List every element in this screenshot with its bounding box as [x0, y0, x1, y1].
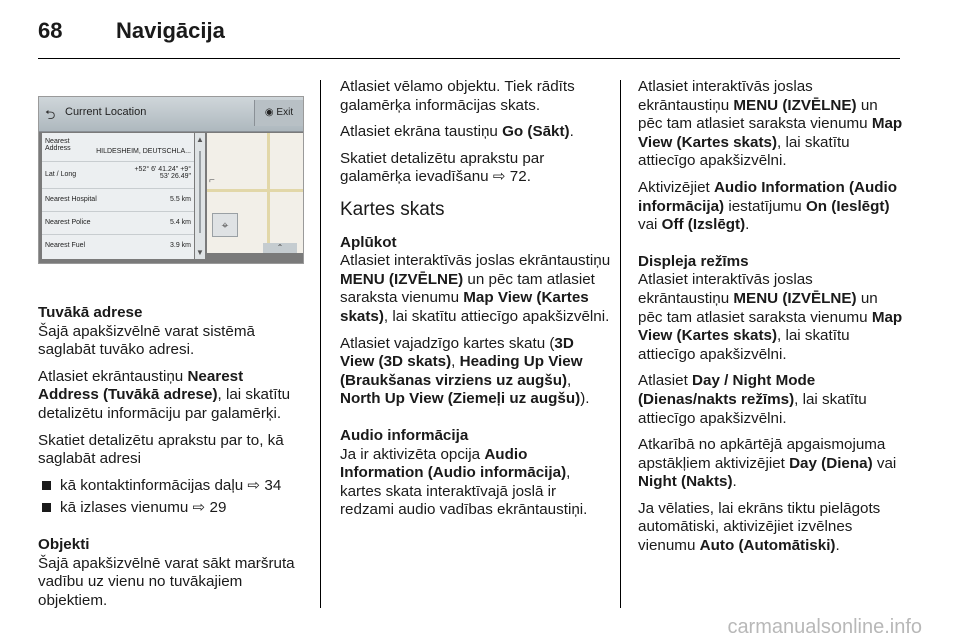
bold-term: Heading Up View (Braukšanas virziens uz augšu)	[340, 353, 583, 389]
paragraph: Skatiet detalizētu aprakstu par to, kā saglabāt adresi	[38, 431, 284, 468]
text: Ja vēlaties, lai ekrāns tiktu pielāgots automātiski, aktivizējiet izvēlnes vienumu	[638, 499, 881, 555]
text: Atlasiet vajadzīgo kartes skatu (	[340, 334, 555, 352]
bold-term: On (Ieslēgt)	[805, 197, 890, 215]
list-item	[38, 499, 306, 518]
text: ).	[580, 390, 590, 408]
list-item	[38, 477, 306, 496]
chevron-down-icon: ▼	[196, 248, 204, 257]
column-1	[38, 304, 306, 618]
globe-icon: ◉	[264, 107, 277, 118]
list-item	[42, 189, 194, 212]
column-separator-1	[320, 80, 321, 608]
text: , lai skatītu attiecīgo apakšizvēlni.	[638, 390, 867, 427]
paragraph	[340, 123, 612, 142]
text: .	[569, 123, 574, 141]
heading-audio-information: Audio informācija	[340, 426, 469, 444]
column-3	[638, 78, 906, 564]
text: ,	[451, 353, 460, 371]
text: , lai skatītu attiecīgo apakšizvēlni.	[638, 133, 850, 170]
bold-term: MENU (IZVĒLNE)	[340, 270, 464, 288]
text: .	[835, 537, 840, 555]
row-value: +52° 6' 41.24" +9° 53' 26.49"	[134, 166, 191, 180]
text: Atlasiet ekrāna taustiņu	[340, 123, 503, 141]
location-list	[42, 133, 194, 259]
text: Atlasiet interaktīvās joslas ekrāntaustiņu	[340, 252, 611, 270]
bold-term: Go (Sākt)	[502, 123, 570, 141]
list-item	[42, 162, 194, 189]
heading-view: Aplūkot	[340, 233, 397, 251]
back-arrow-icon: ⮌	[45, 107, 56, 122]
text: vai	[638, 216, 662, 234]
text: .	[526, 168, 531, 186]
screen-title: Current Location	[65, 106, 147, 118]
paragraph: Šajā apakšizvēlnē varat sistēmā saglabāt tuvāko adresi.	[38, 322, 255, 359]
paragraph	[638, 372, 906, 428]
chevron-up-icon: ⌃	[263, 243, 297, 253]
bullet-icon	[42, 481, 51, 490]
page-title: Navigācija	[116, 18, 225, 43]
paragraph	[638, 436, 906, 492]
paragraph	[638, 179, 906, 235]
row-value: 5.4 km	[169, 219, 191, 226]
row-value: 3.9 km	[169, 242, 191, 249]
list-item	[42, 235, 194, 257]
watermark: carmanualsonline.info	[727, 616, 922, 638]
paragraph	[340, 446, 612, 520]
bold-term: 3D View (3D skats)	[340, 334, 574, 371]
page-ref-arrow-icon: ⇨	[247, 476, 261, 494]
row-value: 5.5 km	[169, 196, 191, 203]
list-item	[42, 212, 194, 235]
text: Aktivizējiet	[638, 178, 714, 196]
bold-term: Audio Information (Audio informācija)	[638, 178, 898, 215]
list-scrollbar	[195, 133, 205, 259]
row-label: Nearest Address	[45, 138, 71, 152]
screen-title-bar	[39, 97, 303, 132]
heading-nearest-address: Tuvākā adrese	[38, 304, 143, 321]
text: Atkarībā no apkārtējā apgaismojuma apstākļiem aktivizējiet	[638, 436, 886, 472]
row-value: HILDESHEIM, DEUTSCHLA...	[96, 148, 191, 155]
heading-objects: Objekti	[38, 535, 90, 553]
paragraph	[340, 335, 612, 409]
bold-term: Map View (Kartes skats)	[638, 308, 903, 345]
bold-term: MENU (IZVĒLNE)	[733, 289, 857, 307]
text: un pēc tam atlasiet saraksta vienumu	[340, 270, 595, 307]
page-ref-arrow-icon: ⇨	[192, 499, 206, 517]
text: , lai skatītu detalizētu informāciju par galamērķi.	[38, 386, 291, 422]
scroll-track	[199, 151, 201, 233]
chevron-up-icon: ▲	[196, 135, 204, 144]
page-number: 68	[38, 18, 63, 43]
row-label: Nearest Fuel	[45, 242, 86, 249]
text: vai	[872, 454, 897, 472]
exit-button	[254, 100, 303, 126]
text: un pēc tam atlasiet saraksta vienumu	[638, 96, 878, 133]
text: .	[732, 473, 737, 491]
text: kā kontaktinformācijas daļu	[60, 476, 244, 494]
bold-term: Map View (Kartes skats)	[340, 289, 589, 325]
page-ref: 72	[509, 168, 527, 186]
paragraph	[638, 500, 906, 556]
text: kā izlases vienumu	[60, 499, 189, 517]
map-road	[207, 189, 303, 192]
exit-label: Exit	[276, 107, 294, 118]
paragraph	[38, 368, 306, 424]
bold-term: MENU (IZVĒLNE)	[733, 96, 857, 114]
text: iestatījumu	[724, 197, 806, 215]
header-rule	[38, 58, 900, 59]
map-marker-icon: ⌐	[209, 175, 215, 186]
text: ,	[567, 371, 572, 389]
bullet-list	[38, 477, 306, 518]
bold-term: Auto (Automātiski)	[699, 537, 836, 555]
text: Skatiet detalizētu aprakstu par galamērķa ievadīšanu	[340, 149, 545, 186]
text: Atlasiet interaktīvās joslas ekrāntaustiņu	[638, 271, 813, 307]
infotainment-screenshot	[38, 96, 304, 264]
paragraph	[638, 78, 906, 171]
paragraph	[340, 252, 612, 326]
text: , lai skatītu attiecīgo apakšizvēlni.	[383, 307, 610, 325]
bold-term: Audio Information (Audio informācija)	[340, 445, 567, 482]
bold-term: Off (Izslēgt)	[661, 216, 746, 234]
bold-term: Day / Night Mode (Dienas/nakts režīms)	[638, 372, 816, 408]
map-preview	[207, 133, 303, 253]
text: Atlasiet	[638, 372, 693, 390]
bold-term: North Up View (Ziemeļi uz augšu)	[340, 390, 581, 408]
column-separator-2	[620, 80, 621, 608]
list-item	[42, 133, 194, 162]
bold-term: Night (Nakts)	[638, 473, 733, 491]
paragraph: Atlasiet vēlamo objektu. Tiek rādīts galamērķa informācijas skats.	[340, 78, 575, 114]
text: .	[745, 216, 750, 234]
paragraph	[340, 150, 612, 187]
map-road	[267, 133, 270, 253]
text: Ja ir aktivizēta opcija	[340, 445, 485, 463]
text: Atlasiet interaktīvās joslas ekrāntaustiņu	[638, 78, 813, 114]
row-label: Lat / Long	[45, 171, 77, 178]
text: , lai skatītu attiecīgo apakšizvēlni.	[638, 327, 850, 363]
paragraph: Šajā apakšizvēlnē varat sākt maršruta vadību uz vienu no tuvākajiem objektiem.	[38, 554, 295, 609]
row-label: Nearest Police	[45, 219, 91, 226]
crosshair-icon: ⌖	[212, 213, 238, 237]
bold-term: Nearest Address (Tuvākā adrese)	[38, 367, 244, 404]
bullet-icon	[42, 503, 51, 512]
heading-display-mode: Displeja režīms	[638, 252, 749, 270]
paragraph	[638, 271, 906, 364]
page-header	[38, 18, 225, 44]
page-ref: 34	[264, 476, 282, 494]
column-2	[340, 78, 612, 528]
bold-term: Day (Diena)	[789, 454, 873, 472]
bold-term: Map View (Kartes skats)	[638, 115, 903, 151]
page-ref-arrow-icon: ⇨	[492, 168, 506, 186]
row-label: Nearest Hospital	[45, 196, 97, 203]
page-ref: 29	[209, 499, 227, 517]
text: un pēc tam atlasiet saraksta vienumu	[638, 289, 878, 326]
section-heading-map-view: Kartes skats	[340, 198, 445, 220]
text: , kartes skata interaktīvajā joslā ir redzami audio vadības ekrāntaustiņi.	[340, 464, 588, 519]
text: Atlasiet ekrāntaustiņu	[38, 367, 188, 385]
